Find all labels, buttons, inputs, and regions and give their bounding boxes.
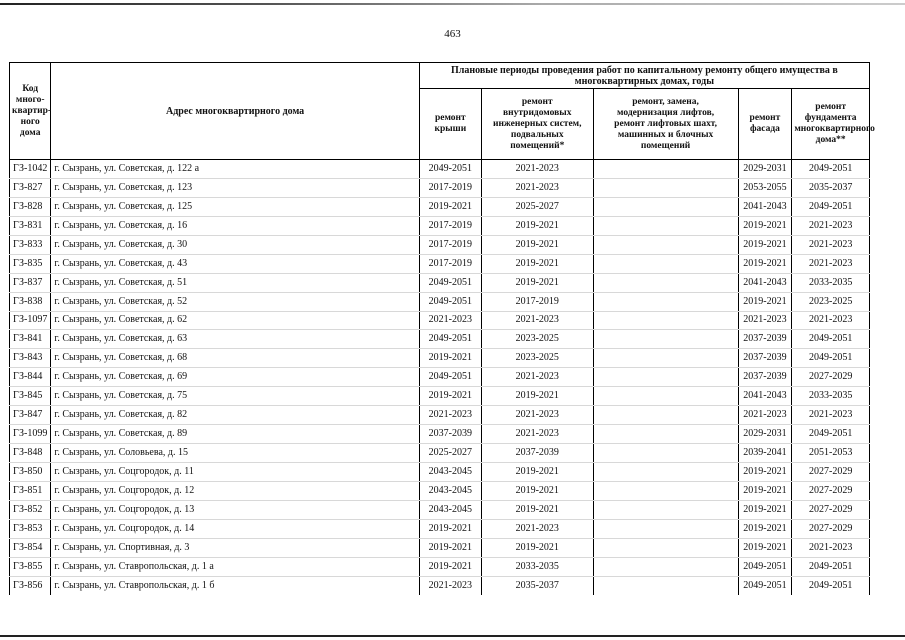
cell-address: г. Сызрань, ул. Ставропольская, д. 1 а	[51, 557, 419, 576]
header-line: ремонт	[521, 96, 553, 107]
cell-foundation: 2021-2023	[792, 406, 870, 425]
cell-roof: 2049-2051	[419, 292, 481, 311]
header-line: внутридомовых	[503, 107, 572, 118]
cell-roof: 2043-2045	[419, 500, 481, 519]
cell-systems: 2021-2023	[481, 519, 593, 538]
header-line: ного	[20, 116, 40, 127]
cell-address: г. Сызрань, ул. Советская, д. 123	[51, 178, 419, 197]
cell-systems: 2019-2021	[481, 538, 593, 557]
cell-roof: 2043-2045	[419, 481, 481, 500]
table-row	[10, 216, 870, 235]
header-line: модернизация лифтов,	[617, 107, 715, 118]
header-code	[10, 63, 51, 160]
table-row	[10, 311, 870, 330]
cell-code: ГЗ-848	[10, 444, 51, 463]
table-row	[10, 444, 870, 463]
cell-foundation: 2033-2035	[792, 273, 870, 292]
cell-roof: 2019-2021	[419, 197, 481, 216]
cell-systems: 2019-2021	[481, 273, 593, 292]
cell-facade: 2019-2021	[738, 519, 792, 538]
table-row	[10, 178, 870, 197]
cell-foundation: 2023-2025	[792, 292, 870, 311]
table-row	[10, 576, 870, 594]
header-line: крыши	[434, 124, 467, 134]
cell-foundation: 2051-2053	[792, 444, 870, 463]
table-body	[10, 160, 870, 595]
table-row	[10, 406, 870, 425]
cell-facade: 2041-2043	[738, 273, 792, 292]
header-line: квартир-	[12, 105, 52, 116]
cell-roof: 2021-2023	[419, 576, 481, 594]
table-row	[10, 197, 870, 216]
table-row	[10, 273, 870, 292]
header-line: ремонт	[815, 102, 847, 112]
cell-code: ГЗ-827	[10, 178, 51, 197]
table-row	[10, 519, 870, 538]
cell-lift	[593, 387, 738, 406]
cell-facade: 2021-2023	[738, 406, 792, 425]
header-line: ремонт лифтовых шахт,	[614, 118, 717, 129]
cell-roof: 2017-2019	[419, 178, 481, 197]
header-facade	[738, 89, 792, 160]
cell-code: ГЗ-831	[10, 216, 51, 235]
cell-code: ГЗ-855	[10, 557, 51, 576]
cell-lift	[593, 235, 738, 254]
cell-facade: 2029-2031	[738, 160, 792, 179]
cell-address: г. Сызрань, ул. Советская, д. 63	[51, 330, 419, 349]
table-row	[10, 330, 870, 349]
cell-roof: 2049-2051	[419, 368, 481, 387]
cell-address: г. Сызрань, ул. Советская, д. 16	[51, 216, 419, 235]
cell-systems: 2019-2021	[481, 500, 593, 519]
cell-systems: 2021-2023	[481, 406, 593, 425]
cell-facade: 2041-2043	[738, 197, 792, 216]
scan-edge-bottom	[0, 635, 905, 637]
cell-lift	[593, 368, 738, 387]
table-row	[10, 500, 870, 519]
cell-foundation: 2049-2051	[792, 349, 870, 368]
cell-foundation: 2049-2051	[792, 330, 870, 349]
cell-facade: 2019-2021	[738, 216, 792, 235]
table-row	[10, 349, 870, 368]
cell-roof: 2037-2039	[419, 425, 481, 444]
capital-repair-table	[9, 62, 875, 595]
cell-roof: 2049-2051	[419, 160, 481, 179]
table-row	[10, 538, 870, 557]
cell-code: ГЗ-845	[10, 387, 51, 406]
cell-systems: 2021-2023	[481, 178, 593, 197]
cell-code: ГЗ-844	[10, 368, 51, 387]
cell-roof: 2017-2019	[419, 254, 481, 273]
cell-systems: 2023-2025	[481, 330, 593, 349]
cell-code: ГЗ-835	[10, 254, 51, 273]
cell-foundation: 2033-2035	[792, 387, 870, 406]
header-line: фундамента	[804, 113, 857, 123]
table-row	[10, 160, 870, 179]
header-line: подвальных	[510, 129, 564, 140]
cell-address: г. Сызрань, ул. Советская, д. 89	[51, 425, 419, 444]
cell-code: ГЗ-828	[10, 197, 51, 216]
cell-foundation: 2021-2023	[792, 254, 870, 273]
cell-code: ГЗ-856	[10, 576, 51, 594]
cell-lift	[593, 311, 738, 330]
cell-systems: 2021-2023	[481, 368, 593, 387]
cell-facade: 2029-2031	[738, 425, 792, 444]
cell-code: ГЗ-838	[10, 292, 51, 311]
cell-address: г. Сызрань, ул. Соцгородок, д. 14	[51, 519, 419, 538]
cell-roof: 2019-2021	[419, 519, 481, 538]
cell-address: г. Сызрань, ул. Советская, д. 122 а	[51, 160, 419, 179]
cell-systems: 2019-2021	[481, 216, 593, 235]
header-line: ремонт	[434, 113, 466, 123]
header-line: машинных и блочных	[617, 129, 714, 140]
cell-address: г. Сызрань, ул. Советская, д. 30	[51, 235, 419, 254]
cell-address: г. Сызрань, ул. Соцгородок, д. 12	[51, 481, 419, 500]
cell-address: г. Сызрань, ул. Советская, д. 82	[51, 406, 419, 425]
cell-address: г. Сызрань, ул. Советская, д. 125	[51, 197, 419, 216]
cell-systems: 2017-2019	[481, 292, 593, 311]
cell-code: ГЗ-837	[10, 273, 51, 292]
cell-lift	[593, 197, 738, 216]
cell-roof: 2019-2021	[419, 387, 481, 406]
cell-roof: 2021-2023	[419, 406, 481, 425]
cell-lift	[593, 463, 738, 482]
header-line: инженерных систем,	[492, 118, 582, 129]
cell-lift	[593, 216, 738, 235]
cell-code: ГЗ-833	[10, 235, 51, 254]
cell-foundation: 2035-2037	[792, 178, 870, 197]
cell-lift	[593, 444, 738, 463]
cell-foundation: 2021-2023	[792, 538, 870, 557]
cell-foundation: 2027-2029	[792, 519, 870, 538]
cell-foundation: 2049-2051	[792, 557, 870, 576]
table-row	[10, 292, 870, 311]
cell-roof: 2017-2019	[419, 235, 481, 254]
header-line: много-	[15, 94, 45, 105]
cell-facade: 2019-2021	[738, 235, 792, 254]
cell-lift	[593, 425, 738, 444]
cell-lift	[593, 273, 738, 292]
cell-systems: 2021-2023	[481, 425, 593, 444]
cell-systems: 2019-2021	[481, 254, 593, 273]
cell-code: ГЗ-1099	[10, 425, 51, 444]
cell-foundation: 2049-2051	[792, 425, 870, 444]
header-line: фасада	[749, 124, 780, 134]
cell-address: г. Сызрань, ул. Советская, д. 62	[51, 311, 419, 330]
cell-address: г. Сызрань, ул. Соцгородок, д. 13	[51, 500, 419, 519]
cell-facade: 2021-2023	[738, 311, 792, 330]
cell-address: г. Сызрань, ул. Соловьева, д. 15	[51, 444, 419, 463]
cell-roof: 2019-2021	[419, 557, 481, 576]
cell-lift	[593, 160, 738, 179]
cell-systems: 2035-2037	[481, 576, 593, 594]
cell-foundation: 2027-2029	[792, 500, 870, 519]
cell-facade: 2019-2021	[738, 481, 792, 500]
cell-systems: 2023-2025	[481, 349, 593, 368]
cell-systems: 2019-2021	[481, 235, 593, 254]
cell-lift	[593, 481, 738, 500]
cell-roof: 2049-2051	[419, 330, 481, 349]
cell-systems: 2019-2021	[481, 481, 593, 500]
table-row	[10, 481, 870, 500]
header-line: помещений	[640, 140, 691, 151]
scan-edge-top	[0, 3, 905, 5]
header-lift	[593, 89, 738, 160]
cell-systems: 2025-2027	[481, 197, 593, 216]
cell-foundation: 2021-2023	[792, 311, 870, 330]
cell-address: г. Сызрань, ул. Советская, д. 51	[51, 273, 419, 292]
cell-facade: 2039-2041	[738, 444, 792, 463]
table-row	[10, 235, 870, 254]
table-row	[10, 387, 870, 406]
cell-foundation: 2049-2051	[792, 160, 870, 179]
cell-lift	[593, 292, 738, 311]
cell-address: г. Сызрань, ул. Соцгородок, д. 11	[51, 463, 419, 482]
cell-roof: 2019-2021	[419, 538, 481, 557]
table-row	[10, 425, 870, 444]
cell-code: ГЗ-843	[10, 349, 51, 368]
cell-lift	[593, 178, 738, 197]
header-line: Код	[22, 83, 39, 94]
cell-address: г. Сызрань, ул. Советская, д. 69	[51, 368, 419, 387]
cell-systems: 2037-2039	[481, 444, 593, 463]
cell-roof: 2017-2019	[419, 216, 481, 235]
cell-code: ГЗ-841	[10, 330, 51, 349]
cell-facade: 2019-2021	[738, 538, 792, 557]
cell-foundation: 2049-2051	[792, 197, 870, 216]
cell-roof: 2021-2023	[419, 311, 481, 330]
cell-address: г. Сызрань, ул. Ставропольская, д. 1 б	[51, 576, 419, 594]
cell-systems: 2019-2021	[481, 387, 593, 406]
cell-roof: 2025-2027	[419, 444, 481, 463]
cell-lift	[593, 576, 738, 594]
table-row	[10, 368, 870, 387]
cell-code: ГЗ-1097	[10, 311, 51, 330]
cell-lift	[593, 330, 738, 349]
cell-facade: 2049-2051	[738, 576, 792, 594]
cell-address: г. Сызрань, ул. Советская, д. 52	[51, 292, 419, 311]
cell-foundation: 2021-2023	[792, 235, 870, 254]
cell-lift	[593, 349, 738, 368]
cell-foundation: 2049-2051	[792, 576, 870, 594]
cell-code: ГЗ-847	[10, 406, 51, 425]
cell-code: ГЗ-851	[10, 481, 51, 500]
header-roof	[419, 89, 481, 160]
cell-facade: 2019-2021	[738, 292, 792, 311]
cell-address: г. Сызрань, ул. Советская, д. 43	[51, 254, 419, 273]
cell-foundation: 2027-2029	[792, 481, 870, 500]
header-line: ремонт	[749, 113, 781, 123]
cell-facade: 2049-2051	[738, 557, 792, 576]
cell-facade: 2019-2021	[738, 500, 792, 519]
cell-address: г. Сызрань, ул. Советская, д. 68	[51, 349, 419, 368]
table-row	[10, 557, 870, 576]
cell-facade: 2019-2021	[738, 254, 792, 273]
cell-foundation: 2027-2029	[792, 463, 870, 482]
cell-lift	[593, 519, 738, 538]
header-foundation	[792, 89, 875, 160]
header-line: ремонт, замена,	[632, 96, 699, 107]
header-line: дома**	[815, 135, 846, 145]
cell-facade: 2037-2039	[738, 368, 792, 387]
cell-lift	[593, 254, 738, 273]
cell-systems: 2019-2021	[481, 463, 593, 482]
cell-facade: 2019-2021	[738, 463, 792, 482]
cell-lift	[593, 406, 738, 425]
cell-address: г. Сызрань, ул. Спортивная, д. 3	[51, 538, 419, 557]
cell-address: г. Сызрань, ул. Советская, д. 75	[51, 387, 419, 406]
header-address: Адрес многоквартирного дома	[51, 63, 419, 160]
cell-code: ГЗ-854	[10, 538, 51, 557]
cell-code: ГЗ-852	[10, 500, 51, 519]
cell-lift	[593, 500, 738, 519]
cell-facade: 2041-2043	[738, 387, 792, 406]
header-line: дома	[19, 127, 41, 138]
header-systems	[481, 89, 593, 160]
cell-facade: 2037-2039	[738, 349, 792, 368]
cell-roof: 2019-2021	[419, 349, 481, 368]
cell-roof: 2049-2051	[419, 273, 481, 292]
cell-systems: 2021-2023	[481, 160, 593, 179]
cell-code: ГЗ-850	[10, 463, 51, 482]
cell-code: ГЗ-853	[10, 519, 51, 538]
cell-foundation: 2027-2029	[792, 368, 870, 387]
cell-roof: 2043-2045	[419, 463, 481, 482]
cell-lift	[593, 538, 738, 557]
table-row	[10, 254, 870, 273]
cell-facade: 2037-2039	[738, 330, 792, 349]
cell-systems: 2033-2035	[481, 557, 593, 576]
cell-foundation: 2021-2023	[792, 216, 870, 235]
cell-systems: 2021-2023	[481, 311, 593, 330]
header-line: помещений*	[510, 140, 565, 151]
cell-code: ГЗ-1042	[10, 160, 51, 179]
cell-facade: 2053-2055	[738, 178, 792, 197]
header-group: Плановые периоды проведения работ по капитальному ремонту общего имущества в многоквартирных домах, годы	[419, 63, 869, 89]
header-line: многоквартирного	[794, 124, 875, 134]
table-row	[10, 463, 870, 482]
page-number: 463	[444, 28, 461, 40]
cell-lift	[593, 557, 738, 576]
